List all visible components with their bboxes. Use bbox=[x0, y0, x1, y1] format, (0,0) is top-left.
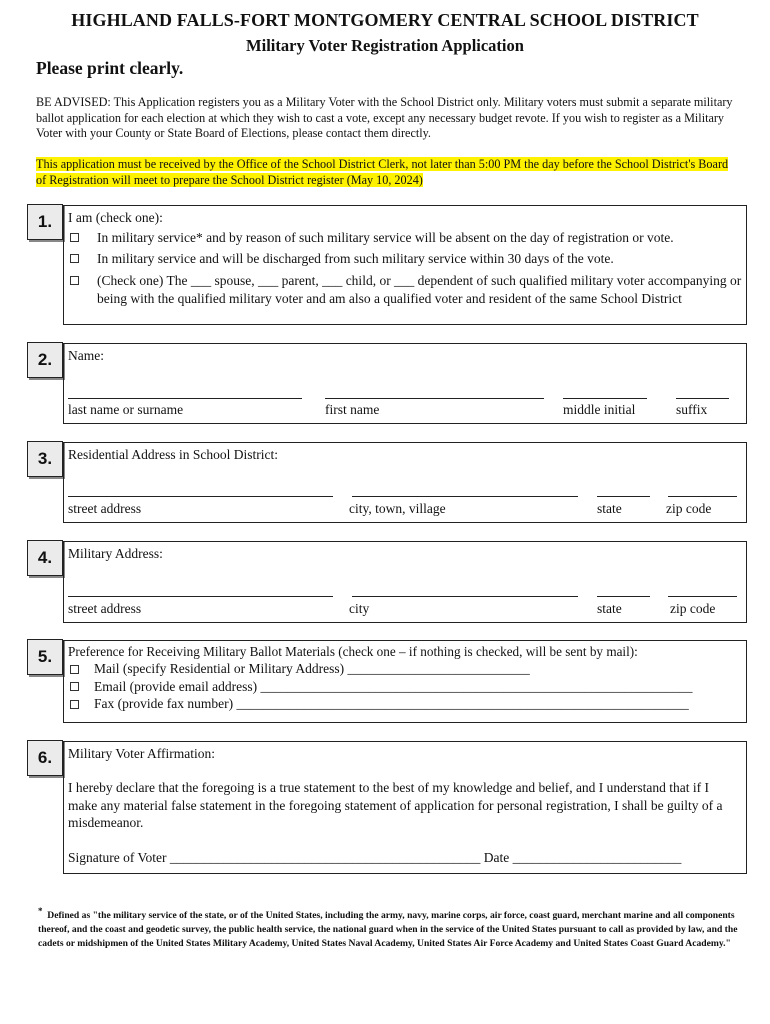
section-6-box bbox=[63, 741, 747, 874]
residential-state-label: state bbox=[597, 501, 622, 516]
residential-state-input[interactable] bbox=[597, 496, 650, 497]
military-street-label: street address bbox=[68, 601, 142, 616]
section-3-prompt: Residential Address in School District: bbox=[68, 447, 278, 462]
print-notice: Please print clearly. bbox=[36, 58, 184, 78]
section-3-number: 3. bbox=[27, 441, 63, 477]
residential-city-input[interactable] bbox=[352, 496, 578, 497]
form-title: Military Voter Registration Application bbox=[246, 36, 524, 55]
option-military-service-label: In military service* and by reason of such military service will be absent on the day of registration or vote. bbox=[97, 230, 674, 245]
district-title: HIGHLAND FALLS-FORT MONTGOMERY CENTRAL SCHOOL DISTRICT bbox=[71, 10, 699, 30]
military-zip-input[interactable] bbox=[668, 596, 737, 597]
residential-zip-input[interactable] bbox=[668, 496, 737, 497]
military-city-input[interactable] bbox=[352, 596, 578, 597]
option-discharged-label: In military service and will be discharged from such military service within 30 days of the vote. bbox=[97, 251, 614, 266]
section-2-number: 2. bbox=[27, 342, 63, 378]
section-1-box bbox=[63, 205, 747, 325]
section-5-box bbox=[63, 640, 747, 723]
footnote-asterisk: * bbox=[38, 906, 43, 916]
section-2-box bbox=[63, 343, 747, 424]
fax-checkbox[interactable] bbox=[70, 700, 79, 709]
military-zip-label: zip code bbox=[670, 601, 716, 616]
military-state-input[interactable] bbox=[597, 596, 650, 597]
last-name-label: last name or surname bbox=[68, 402, 184, 417]
suffix-label: suffix bbox=[676, 402, 708, 417]
fax-option-label[interactable]: Fax (provide fax number) ___________________________________________________________________ bbox=[94, 696, 689, 711]
military-service-footnote bbox=[38, 904, 738, 951]
first-name-label: first name bbox=[325, 402, 380, 417]
mail-option-label[interactable]: Mail (specify Residential or Military Address) ___________________________ bbox=[94, 661, 530, 676]
section-6-prompt: Military Voter Affirmation: bbox=[68, 746, 215, 761]
email-option-label[interactable]: Email (provide email address) ________________________________________________________________ bbox=[94, 679, 693, 694]
signature-date-line[interactable]: Signature of Voter ______________________________________________ Date _________________________ bbox=[68, 850, 682, 865]
section-1-prompt: I am (check one): bbox=[68, 210, 163, 225]
military-city-label: city bbox=[349, 601, 370, 616]
section-4-prompt: Military Address: bbox=[68, 546, 163, 561]
last-name-input[interactable] bbox=[68, 398, 302, 399]
residential-city-label: city, town, village bbox=[349, 501, 446, 516]
middle-initial-input[interactable] bbox=[563, 398, 647, 399]
option-dependent-checkbox[interactable] bbox=[70, 276, 79, 285]
section-3-box bbox=[63, 442, 747, 523]
residential-street-label: street address bbox=[68, 501, 142, 516]
advisory-text: BE ADVISED: This Application registers you as a Military Voter with the School District only. Military voters must submit a separate military ballot application for each election at which they wish to cast a vote, except any necessary budget revote. If you wish to register as a Military Voter with your County or State Board of Elections, please contact them directly. bbox=[36, 95, 733, 141]
option-military-service-checkbox[interactable] bbox=[70, 233, 79, 242]
footnote-text: Defined as "the military service of the state, or of the United States, including the army, navy, marine corps, air force, coast guard, merchant marine and all components thereof, and the coast and geodetic survey, the public health service, the national guard when in the service of the United States pursuant to call as provided by law, and the cadets or midshipmen of the United States Military Academy, United States Naval Academy, United States Air Force Academy and United States Coast Guard Academy." bbox=[38, 910, 738, 950]
first-name-input[interactable] bbox=[325, 398, 544, 399]
residential-zip-label: zip code bbox=[666, 501, 712, 516]
section-6-number: 6. bbox=[27, 740, 63, 776]
section-4-box bbox=[63, 541, 747, 623]
section-5-number: 5. bbox=[27, 639, 63, 675]
mail-checkbox[interactable] bbox=[70, 665, 79, 674]
residential-street-input[interactable] bbox=[68, 496, 333, 497]
option-dependent-label: (Check one) The ___ spouse, ___ parent, ___ child, or ___ dependent of such qualified military voter accompanying or being with the qualified military voter and am also a qualified voter and resident of the same School District bbox=[97, 273, 742, 306]
deadline-highlight: This application must be received by the Office of the School District Clerk, not later than 5:00 PM the day before the School District's Board of Registration will meet to prepare the School District register (May 10, 2024) bbox=[36, 157, 729, 187]
section-5-prompt: Preference for Receiving Military Ballot Materials (check one – if nothing is checked, will be sent by mail): bbox=[68, 644, 638, 659]
deadline-notice bbox=[36, 157, 736, 188]
email-checkbox[interactable] bbox=[70, 682, 79, 691]
middle-initial-label: middle initial bbox=[563, 402, 636, 417]
section-2-prompt: Name: bbox=[68, 348, 104, 363]
option-discharged-checkbox[interactable] bbox=[70, 254, 79, 263]
section-1-number: 1. bbox=[27, 204, 63, 240]
section-4-number: 4. bbox=[27, 540, 63, 576]
military-street-input[interactable] bbox=[68, 596, 333, 597]
military-state-label: state bbox=[597, 601, 622, 616]
suffix-input[interactable] bbox=[676, 398, 729, 399]
affirmation-statement: I hereby declare that the foregoing is a true statement to the best of my knowledge and belief, and I understand that if I make any material false statement in the foregoing statement of application for personal registration, I shall be guilty of a misdemeanor. bbox=[68, 780, 723, 830]
